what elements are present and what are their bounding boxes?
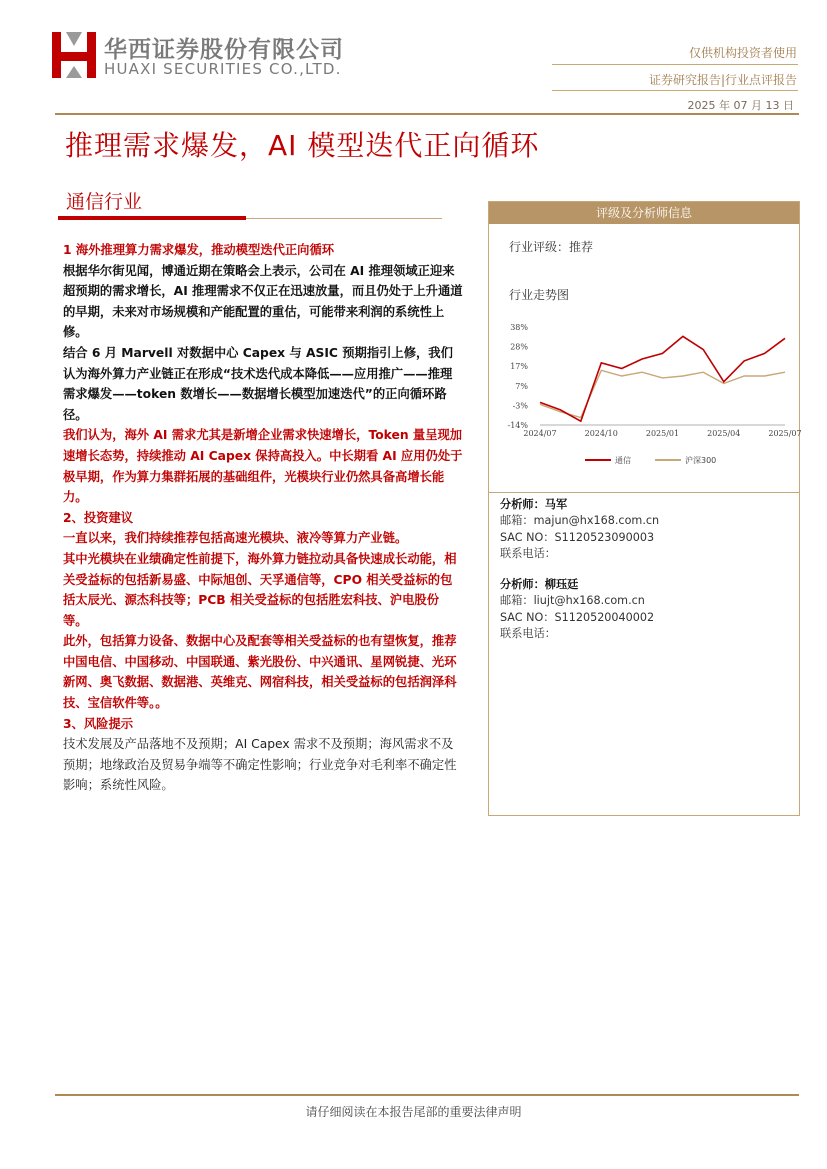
report-type: 证券研究报告|行业点评报告 — [648, 73, 797, 87]
y-tick-label: 28% — [510, 342, 528, 352]
panel-heading: 评级及分析师信息 — [489, 202, 799, 224]
industry-label: 通信行业 — [66, 191, 143, 213]
rating-label: 行业评级： — [509, 240, 570, 254]
header-divider — [552, 64, 798, 65]
paragraph-highlight: 此外，包括算力设备、数据中心及配套等相关受益标的也有望恢复，推荐中国电信、中国移动、中国联通、紫光股份、中兴通讯、星网锐捷、光环新网、奥飞数据、数据港、英维克、网宿科技，相关受益标的包括润泽科技、宝信软件等。。 — [63, 634, 457, 711]
rating-value: 推荐 — [569, 240, 594, 254]
section-heading: 2、投资建议 — [63, 510, 134, 525]
legend-label: 通信 — [615, 456, 631, 465]
analyst-block — [500, 497, 790, 562]
email-label: 邮箱： — [500, 594, 534, 608]
analyst-email[interactable]: liujt@hx168.com.cn — [533, 594, 645, 608]
analyst-name: 马军 — [544, 498, 568, 511]
audience-note: 仅供机构投资者使用 — [688, 46, 797, 60]
analyst-block — [500, 577, 790, 642]
y-tick-label: 7% — [515, 381, 528, 391]
paragraph-highlight: 一直以来，我们持续推荐包括高速光模块、液冷等算力产业链。 — [63, 531, 408, 546]
series-line-csi300 — [540, 370, 785, 417]
x-tick-label: 2025/04 — [707, 429, 741, 438]
industry-rating — [509, 238, 593, 255]
industry-underline — [58, 216, 246, 220]
legend-label: 沪深300 — [685, 456, 717, 465]
analyst-email[interactable]: majun@hx168.com.cn — [533, 514, 660, 528]
footer-rule — [55, 1094, 799, 1096]
huaxi-logo-mark — [52, 32, 96, 78]
analyst-sac: S1120520040002 — [554, 610, 655, 624]
x-tick-label: 2025/01 — [645, 429, 680, 438]
paragraph: 结合 6 月 Marvell 对数据中心 Capex 与 ASIC 预期指引上修，我们认为海外算力产业链正在形成“技术迭代成本降低——应用推广——推理需求爆发——token 数增长——数据增长模型加速迭代”的正向循环路径。 — [63, 345, 453, 422]
paragraph-highlight: 其中光模块在业绩确定性前提下，海外算力链拉动具备快速成长动能，相关受益标的包括新易盛、中际旭创、天孚通信等，CPO 相关受益标的包括太辰光、源杰科技等；PCB 相关受益标的包括胜宏科技、沪电股份等。 — [63, 551, 457, 628]
y-tick-label: -14% — [507, 421, 528, 430]
report-body — [63, 240, 463, 796]
analyst-name: 柳珏廷 — [544, 578, 579, 591]
header-divider — [552, 90, 798, 91]
y-tick-label: -3% — [512, 401, 528, 411]
panel-divider — [489, 492, 799, 493]
email-label: 邮箱： — [500, 514, 534, 528]
company-name-en: HUAXI SECURITIES CO.,LTD. — [104, 60, 342, 78]
top-rule — [55, 113, 799, 115]
industry-underline-thin — [246, 218, 442, 219]
paragraph-highlight: 我们认为，海外 AI 需求尤其是新增企业需求快速增长，Token 量呈现加速增长态势，持续推动 AI Capex 保持高投入。中长期看 AI 应用仍处于极早期，作为算力集群拓展的基础组件，光模块行业仍然具备高增长能力。 — [63, 428, 463, 505]
report-date: 2025 年 07 月 13 日 — [687, 99, 794, 112]
paragraph: 技术发展及产品落地不及预期；AI Capex 需求不及预期；海风需求不及预期；地缘政治及贸易争端等不确定性影响；行业竞争对毛利率不确定性影响；系统性风险。 — [63, 737, 457, 793]
series-line-telecom — [540, 336, 785, 421]
sac-label: SAC NO： — [500, 610, 555, 624]
x-tick-label: 2024/07 — [523, 429, 557, 438]
chart-title: 行业走势图 — [509, 288, 570, 302]
analyst-role: 分析师： — [500, 498, 545, 511]
sac-label: SAC NO： — [500, 530, 555, 544]
phone-label: 联系电话： — [500, 626, 556, 640]
analyst-sac: S1120523090003 — [554, 530, 655, 544]
x-tick-label: 2024/10 — [584, 429, 618, 438]
x-tick-label: 2025/07 — [768, 429, 802, 438]
legal-notice: 请仔细阅读在本报告尾部的重要法律声明 — [305, 1105, 522, 1119]
paragraph: 根据华尔街见闻，博通近期在策略会上表示，公司在 AI 推理领域正迎来超预期的需求增长，AI 推理需求不仅正在迅速放量，而且仍处于上升通道的早期，未来对市场规模和产能配置的重估，可能带来利润的系统性上修。 — [63, 263, 463, 340]
section-heading: 1 海外推理算力需求爆发，推动模型迭代正向循环 — [63, 243, 335, 257]
phone-label: 联系电话： — [500, 546, 556, 560]
y-tick-label: 17% — [510, 362, 528, 372]
y-tick-label: 38% — [510, 323, 528, 332]
industry-trend-chart — [500, 312, 802, 482]
company-name-cn: 华西证券股份有限公司 — [104, 37, 344, 63]
analyst-role: 分析师： — [500, 578, 545, 591]
section-heading: 3、风险提示 — [63, 716, 134, 731]
report-title: 推理需求爆发，AI 模型迭代正向循环 — [65, 129, 540, 162]
